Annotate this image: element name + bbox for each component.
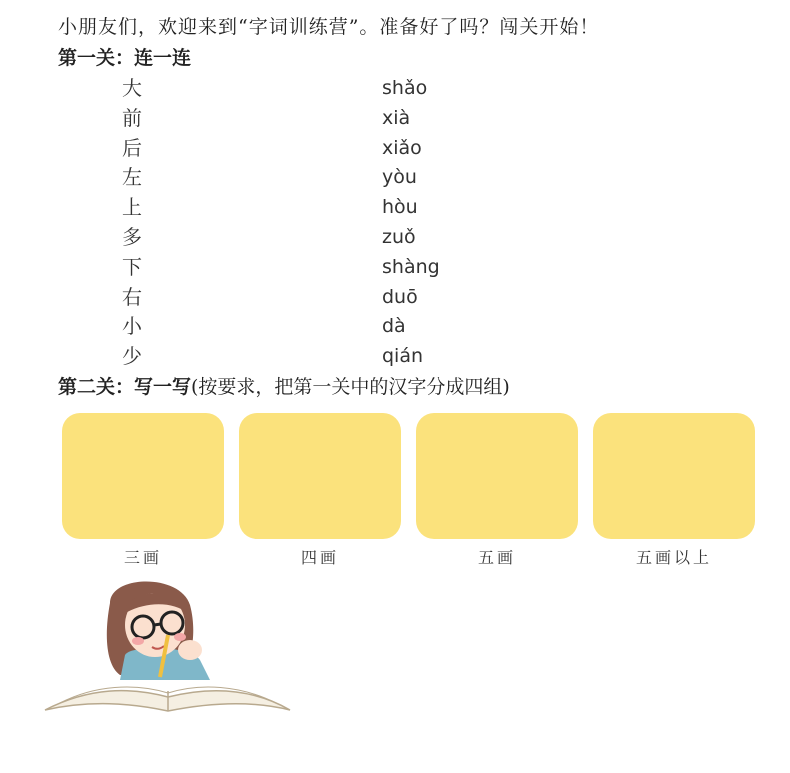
- group-box-five-strokes[interactable]: [416, 413, 578, 539]
- hanzi-item[interactable]: 少: [122, 344, 142, 369]
- hanzi-item[interactable]: 多: [122, 224, 142, 249]
- pinyin-item[interactable]: xiǎo: [382, 136, 422, 159]
- level2-title: [58, 372, 510, 399]
- level2-title-text: 第二关：写一写: [58, 376, 192, 398]
- hanzi-item[interactable]: 左: [122, 165, 142, 190]
- pinyin-item[interactable]: shàng: [382, 255, 440, 278]
- pinyin-item[interactable]: xià: [382, 106, 411, 129]
- hanzi-item[interactable]: 右: [122, 284, 142, 309]
- hanzi-item[interactable]: 上: [122, 195, 142, 220]
- pinyin-column: [382, 74, 440, 372]
- level2-instruction: (按要求，把第一关中的汉字分成四组): [191, 376, 510, 398]
- pinyin-item[interactable]: zuǒ: [382, 225, 416, 248]
- girl-reading-illustration: [40, 575, 300, 720]
- level1-title: 第一关：连一连: [58, 47, 192, 69]
- pinyin-item[interactable]: yòu: [382, 166, 417, 189]
- pinyin-item[interactable]: dà: [382, 315, 406, 338]
- group-label-five-strokes: 五画: [477, 548, 516, 567]
- group-box-three-strokes[interactable]: [62, 413, 224, 539]
- group-label-three-strokes: 三画: [123, 548, 162, 567]
- group-box-four-strokes[interactable]: [239, 413, 401, 539]
- group-label-over-five-strokes: 五画以上: [635, 548, 712, 567]
- hanzi-item[interactable]: 小: [122, 314, 142, 339]
- pinyin-item[interactable]: shǎo: [382, 77, 428, 99]
- hanzi-item[interactable]: 大: [122, 76, 142, 100]
- pinyin-item[interactable]: duō: [382, 285, 418, 308]
- hanzi-column: [122, 74, 142, 372]
- intro-text: 小朋友们，欢迎来到“字词训练营”。准备好了吗？闯关开始！: [58, 16, 600, 38]
- hanzi-item[interactable]: 后: [122, 135, 142, 160]
- hanzi-item[interactable]: 前: [122, 105, 142, 130]
- group-box-over-five-strokes[interactable]: [593, 413, 755, 539]
- hanzi-item[interactable]: 下: [122, 254, 142, 279]
- pinyin-item[interactable]: qián: [382, 345, 424, 368]
- group-label-four-strokes: 四画: [300, 548, 339, 567]
- pinyin-item[interactable]: hòu: [382, 196, 418, 219]
